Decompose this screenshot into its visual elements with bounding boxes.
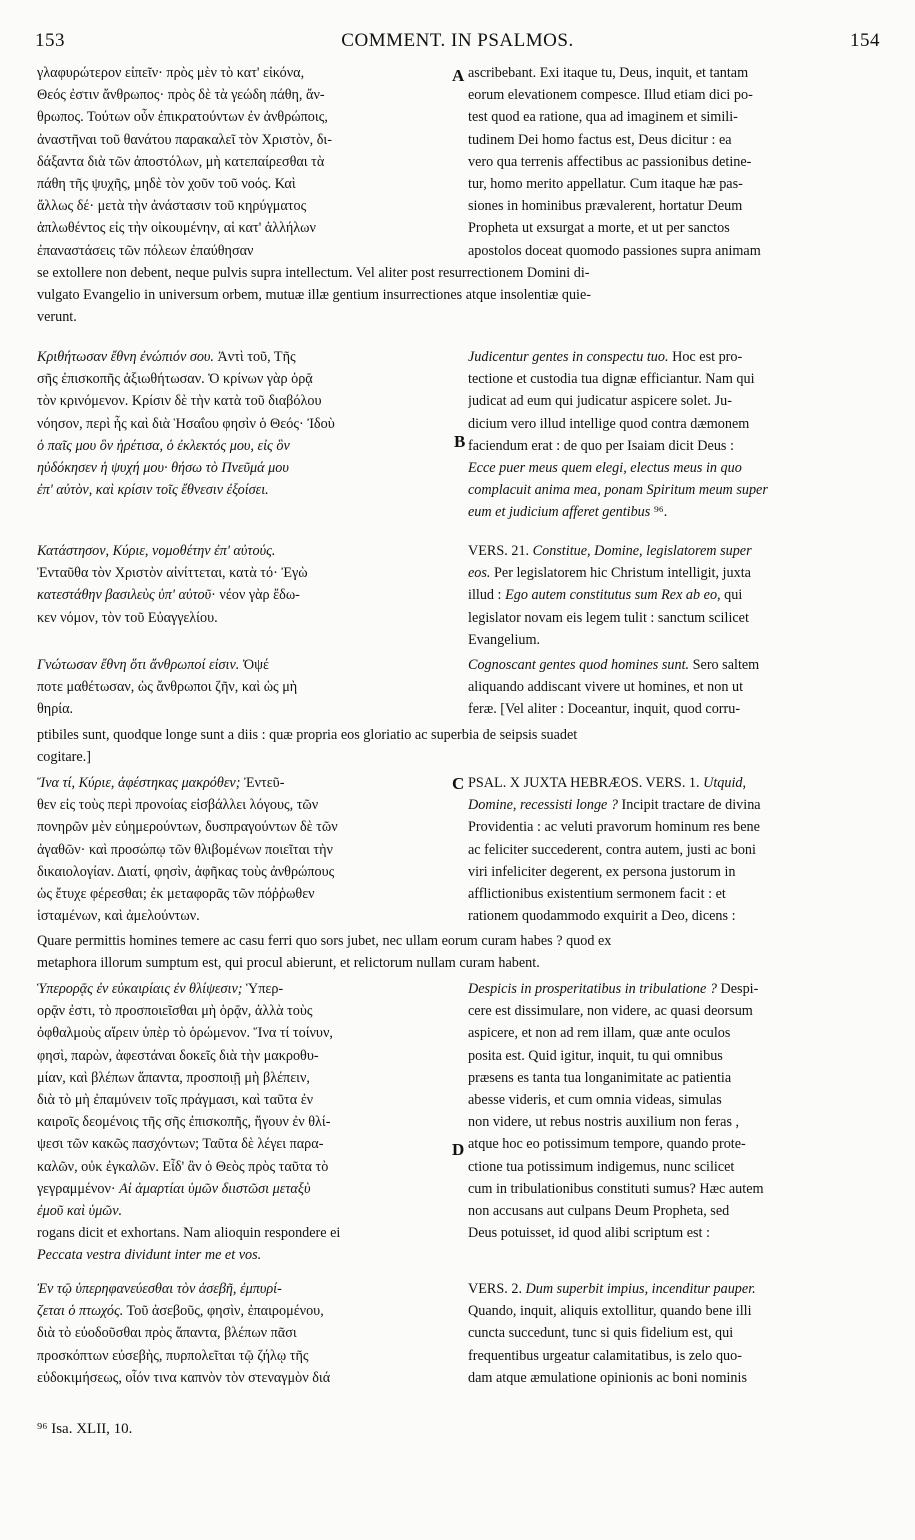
- body-text: κεν νόμον, τὸν τοῦ Εὐαγγελίου.: [37, 609, 218, 626]
- body-text: ἱσταμένων, καὶ ἀμελούντων.: [37, 908, 200, 925]
- italic-text: Ecce puer meus quem elegi, electus meus in quo: [468, 459, 742, 476]
- text-line: [468, 1133, 875, 1155]
- text-line: [468, 1300, 875, 1322]
- body-text: ἁπλωθέντος εἰς τὴν οἰκουμένην, αἱ κατ' ἀλλήλων: [37, 220, 316, 237]
- text-block-full2: [37, 724, 875, 768]
- body-text: rationem quodammodo exquirit a Deo, dicens :: [468, 908, 736, 925]
- text-line: [37, 1156, 453, 1178]
- text-block-full3: [37, 930, 875, 974]
- text-line: [468, 629, 875, 651]
- text-line: [37, 1367, 453, 1389]
- page-number-right: 154: [850, 30, 880, 51]
- body-text: se extollere non debent, neque pulvis supra intellectum. Vel aliter post resurrectionem Domini di-: [37, 265, 590, 281]
- text-line: [468, 106, 875, 128]
- text-line: [37, 1300, 453, 1322]
- text-block-lt8: [468, 1278, 875, 1389]
- body-text: ορᾷν ἐστι, τὸ προσποιεῖσθαι μὴ ὁρᾷν, ἀλλὰ τοὺς: [37, 1003, 313, 1020]
- body-text: cere est dissimulare, non videre, ac quasi deorsum: [468, 1003, 753, 1020]
- text-line: [468, 173, 875, 195]
- body-text: aspicere, et non ad rem illam, quæ ante oculos: [468, 1025, 731, 1042]
- text-block-gk1: [37, 62, 453, 262]
- text-line: [37, 654, 453, 676]
- text-line: [37, 978, 453, 1000]
- body-text: non accusans aut culpans Deum Propheta, sed: [468, 1202, 730, 1219]
- italic-text: Cognoscant gentes quod homines sunt.: [468, 657, 690, 673]
- body-text: aliquando addiscant vivere ut homines, et non ut: [468, 679, 744, 696]
- body-text: rogans dicit et exhortans. Nam alioquin respondere ei: [37, 1225, 341, 1241]
- body-text: non videre, ut rebus nostris auxilium non feras ,: [468, 1114, 740, 1131]
- text-line: [37, 1022, 453, 1044]
- italic-text: Constitue, Domine, legislatorem super: [532, 543, 752, 559]
- text-line: [468, 654, 875, 676]
- text-line: [468, 1000, 875, 1022]
- text-line: [468, 978, 875, 1000]
- body-text: ac feliciter succederent, contra autem, justi ac boni: [468, 841, 756, 858]
- italic-text: Despicis in prosperitatibus in tribulatione ?: [468, 981, 717, 997]
- text-line: [468, 562, 875, 584]
- margin-letter-b: B: [454, 432, 466, 451]
- italic-text: Ego autem constitutus sum Rex ab eo,: [505, 587, 721, 604]
- running-title: COMMENT. IN PSALMOS.: [341, 30, 574, 51]
- text-line: [468, 1156, 875, 1178]
- text-line: [468, 390, 875, 412]
- body-text: eorum elevationem compesce. Illud etiam dici po-: [468, 87, 753, 104]
- body-text: verunt.: [37, 309, 77, 326]
- italic-text: eos.: [468, 565, 491, 582]
- italic-text: eum et judicium afferet gentibus: [468, 504, 651, 521]
- body-text: viri infeliciter degerent, ex persona justorum in: [468, 863, 736, 880]
- italic-text: Utquid,: [703, 775, 747, 791]
- body-text: ⁹⁶.: [650, 504, 668, 521]
- body-text: legislator novam eis legem tulit : sanctum scilicet: [468, 609, 749, 626]
- body-text: dam atque æmulatione opinionis ac boni nominis: [468, 1369, 747, 1386]
- body-text: tur, homo merito appellatur. Cum itaque hæ pas-: [468, 175, 743, 192]
- italic-text: complacuit anima mea, ponam Spiritum meum super: [468, 482, 768, 499]
- text-line: [37, 584, 453, 606]
- body-text: abesse videris, et cum omnia videas, simulas: [468, 1091, 722, 1108]
- body-text: διὰ τὸ μὴ ἐπαμύνειν τοῖς πράγμασι, καὶ ταῦτα ἐν: [37, 1091, 314, 1108]
- text-line: [468, 1367, 875, 1389]
- text-line: [37, 151, 453, 173]
- body-text: ἀγαθῶν· καὶ προσώπῳ τῶν θλιβομένων ποιεῖται τὴν: [37, 841, 333, 858]
- text-line: [37, 952, 875, 974]
- body-text: Ἐνταῦθα τὸν Χριστὸν αἰνίττεται, κατὰ τό· Ἐγὼ: [37, 565, 308, 582]
- body-text: νόησον, περὶ ἧς καὶ διὰ Ἡσαΐου φησὶν ὁ Θεός· Ἰδοὺ: [37, 415, 335, 432]
- body-text: καλῶν, οὐκ ἐγκαλῶν. Εἶδ' ἂν ὁ Θεὸς πρὸς ταῦτα τὸ: [37, 1158, 329, 1175]
- body-text: καιροῖς δεομένοις τῆς σῆς ἐπισκοπῆς, ἤγουν ἐν θλί-: [37, 1114, 331, 1131]
- body-text: Hoc est pro-: [668, 349, 743, 365]
- body-text: ἐπαναστάσεις τῶν πόλεων ἐπαύθησαν: [37, 242, 254, 259]
- text-line: [468, 676, 875, 698]
- text-line: [37, 390, 453, 412]
- text-line: [37, 794, 453, 816]
- body-text: Ἀντὶ τοῦ, Τῆς: [213, 349, 296, 365]
- text-line: [37, 724, 875, 746]
- body-text: ὡς ἔτυχε φέρεσθαι; ἐκ μεταφορᾶς τῶν πόῤῥωθεν: [37, 885, 315, 902]
- body-text: cuncta succedunt, tunc si quis fidelium est, qui: [468, 1325, 734, 1342]
- italic-text: ἐμοῦ καὶ ὑμῶν.: [37, 1202, 123, 1219]
- text-line: [37, 435, 453, 457]
- text-line: [468, 584, 875, 606]
- body-text: πονηρῶν μὲν εὐημερούντων, δυσπραγούντων δὲ τῶν: [37, 819, 338, 836]
- body-text: Ὀψέ: [239, 657, 269, 673]
- italic-text: Γνώτωσαν ἔθνη ὅτι ἄνθρωποί εἰσιν.: [37, 657, 240, 673]
- body-text: Ἐντεῦ-: [240, 775, 285, 791]
- body-text: test quod ea ratione, qua ad imaginem et simili-: [468, 109, 738, 126]
- body-text: θεν εἰς τοὺς περὶ προνοίας εἰσβάλλει λόγους, τῶν: [37, 797, 319, 814]
- text-line: [468, 1178, 875, 1200]
- text-line: [468, 368, 875, 390]
- text-line: [37, 62, 453, 84]
- body-text: tectione et custodia tua dignæ efficiantur. Nam qui: [468, 371, 755, 388]
- body-text: ἀναστῆναι τοῦ θανάτου παρακαλεῖ τὸν Χριστὸν, δι-: [37, 131, 332, 148]
- text-line: [468, 195, 875, 217]
- body-text: PSAL. X JUXTA HEBRÆOS. VERS. 1.: [468, 775, 704, 791]
- running-header: [35, 30, 880, 60]
- body-text: faciendum erat : de quo per Isaiam dicit Deus :: [468, 437, 734, 454]
- text-line: [37, 1222, 453, 1244]
- text-block-lt7: [468, 1222, 875, 1244]
- text-line: [37, 540, 453, 562]
- body-text: vulgato Evangelio in universum orbem, mutuæ illæ gentium insurrectiones atque insolentiæ quie-: [37, 287, 592, 304]
- body-text: tudinem Dei homo factus est, Deus dicitur : ea: [468, 131, 732, 148]
- body-text: θηρία.: [37, 701, 74, 718]
- italic-text: ὁ παῖς μου ὃν ἡρέτισα, ὁ ἐκλεκτός μου, εἰς ὃν: [37, 437, 290, 454]
- body-text: διὰ τὸ εὐοδοῦσθαι πρὸς ἅπαντα, βλέπων πᾶσι: [37, 1325, 297, 1342]
- body-text: φησὶ, παρὼν, ἀφεστάναι δοκεῖς διὰ τὴν μακροθυ-: [37, 1047, 319, 1064]
- text-line: [468, 607, 875, 629]
- body-text: vero qua terrenis affectibus ac passionibus detine-: [468, 153, 752, 170]
- text-line: [468, 883, 875, 905]
- text-line: [468, 1222, 875, 1244]
- body-text: δικαιολογίαν. Διατί, φησὶν, ἀφῆκας τοὺς ἀνθρώπους: [37, 863, 335, 880]
- body-text: præsens es tanta tua longanimitate ac patientia: [468, 1069, 732, 1086]
- body-text: θρωπος. Τούτων οὖν ἐπικρατούντων ἐν ἀνθρώποις,: [37, 109, 328, 126]
- text-line: [37, 1200, 453, 1222]
- text-line: [37, 905, 453, 927]
- text-line: [37, 1045, 453, 1067]
- text-line: [37, 368, 453, 390]
- italic-text: Domine, recessisti longe ?: [468, 797, 618, 814]
- body-text: atque hoc eo potissimum tempore, quando prote-: [468, 1136, 746, 1153]
- text-line: [37, 772, 453, 794]
- body-text: Quare permittis homines temere ac casu ferri quo sors jubet, nec ullam eorum curam habes ? quod ex: [37, 933, 612, 949]
- text-block-gk5: [37, 772, 453, 927]
- text-line: [468, 129, 875, 151]
- text-line: [468, 1322, 875, 1344]
- text-line: [37, 1244, 453, 1266]
- text-line: [37, 1345, 453, 1367]
- text-line: [468, 1111, 875, 1133]
- italic-text: Κατάστησον, Κύριε, νομοθέτην ἐπ' αὐτούς.: [37, 543, 276, 559]
- body-text: Τοῦ ἀσεβοῦς, φησὶν, ἐπαιρομένου,: [123, 1303, 324, 1320]
- text-line: [37, 173, 453, 195]
- body-text: ἄλλως δέ· μετὰ τὴν ἀνάστασιν τοῦ κηρύγματος: [37, 198, 307, 215]
- italic-text: Κριθήτωσαν ἔθνη ἐνώπιόν σου.: [37, 349, 214, 365]
- body-text: siones in hominibus prævalerent, hortatur Deum: [468, 198, 743, 215]
- body-text: qui: [720, 587, 743, 604]
- text-block-lt5: [468, 772, 875, 927]
- text-line: [37, 1322, 453, 1344]
- text-line: [468, 84, 875, 106]
- text-line: [37, 457, 453, 479]
- text-line: [37, 1278, 453, 1300]
- body-text: frequentibus urgeatur calamitatibus, is zelo quo-: [468, 1347, 742, 1364]
- text-line: [37, 816, 453, 838]
- text-line: [468, 346, 875, 368]
- text-line: [468, 501, 875, 523]
- body-text: VERS. 21.: [468, 543, 533, 559]
- body-text: ὀφθαλμοὺς αἴρειν ὑπὲρ τὸ ὁρώμενον. Ἵνα τί τοίνυν,: [37, 1025, 333, 1042]
- text-line: [37, 1111, 453, 1133]
- text-line: [468, 861, 875, 883]
- italic-text: Ἐν τῷ ὑπερηφανεύεσθαι τὸν ἀσεβῆ, ἐμπυρί-: [37, 1281, 282, 1297]
- text-line: [468, 772, 875, 794]
- text-line: [468, 1089, 875, 1111]
- text-line: [37, 1067, 453, 1089]
- text-line: [468, 540, 875, 562]
- body-text: Evangelium.: [468, 631, 541, 648]
- body-text: feræ. [Vel aliter : Doceantur, inquit, quod corru-: [468, 701, 741, 718]
- text-line: [37, 84, 453, 106]
- text-block-gk7: [37, 1222, 453, 1266]
- body-text: τὸν κρινόμενον. Κρίσιν δὲ τὴν κατὰ τοῦ διαβόλου: [37, 393, 322, 410]
- text-line: [468, 1022, 875, 1044]
- body-text: εὐδοκιμήσεως, οἷόν τινα καπνὸν τὸν στεναγμὸν διά: [37, 1369, 331, 1386]
- italic-text: ηὐδόκησεν ἡ ψυχή μου· θήσω τὸ Πνεῦμά μου: [37, 459, 289, 476]
- text-line: [37, 861, 453, 883]
- italic-text: Ἵνα τί, Κύριε, ἀφέστηκας μακρόθεν;: [37, 775, 241, 791]
- text-line: [468, 1045, 875, 1067]
- body-text: afflictionibus existentium sermonem facit : et: [468, 885, 726, 902]
- text-block-gk8: [37, 1278, 453, 1389]
- margin-letter-d: D: [452, 1140, 465, 1159]
- text-line: [37, 479, 453, 501]
- body-text: judicat ad eum qui judicatur aspicere solet. Ju-: [468, 393, 732, 410]
- italic-text: Αἱ ἁμαρτίαι ὑμῶν διιστῶσι μεταξὺ: [119, 1180, 311, 1197]
- body-text: apostolos doceat quomodo passiones supra animam: [468, 242, 761, 259]
- body-text: προσκόπτων εὐσεβὴς, πυρπολεῖται τῷ ζήλῳ τῆς: [37, 1347, 309, 1364]
- body-text: cum in tribulationibus constituti sumus? Hæc autem: [468, 1180, 764, 1197]
- text-line: [37, 195, 453, 217]
- text-line: [468, 435, 875, 457]
- text-line: [37, 698, 453, 720]
- text-block-lt2: [468, 346, 875, 524]
- text-line: [468, 839, 875, 861]
- body-text: Deus potuisset, id quod alibi scriptum est :: [468, 1225, 710, 1241]
- text-line: [37, 746, 875, 768]
- text-line: [37, 1000, 453, 1022]
- text-line: [468, 217, 875, 239]
- body-text: Ὑπερ-: [242, 981, 284, 997]
- body-text: Θεός ἐστιν ἄνθρωπος· πρὸς δὲ τὰ γεώδη πάθη, ἄν-: [37, 87, 325, 104]
- text-line: [468, 1278, 875, 1300]
- text-block-lt4: [468, 654, 875, 721]
- body-text: μίαν, καὶ βλέπων ἅπαντα, προσποιῇ μὴ βλέπειν,: [37, 1069, 310, 1086]
- page-number-left: 153: [35, 30, 65, 51]
- footnote: ⁹⁶ Isa. XLII, 10.: [37, 1421, 133, 1437]
- body-text: ποτε μαθέτωσαν, ὡς ἄνθρωποι ζῆν, καὶ ὡς μὴ: [37, 679, 298, 696]
- italic-text: ζεται ὁ πτωχός.: [37, 1303, 124, 1320]
- text-block-gk3: [37, 540, 453, 629]
- text-line: [37, 930, 875, 952]
- text-line: [468, 1345, 875, 1367]
- text-line: [37, 676, 453, 698]
- body-text: Quando, inquit, aliquis extollitur, quando bene illi: [468, 1303, 752, 1320]
- text-line: [468, 1067, 875, 1089]
- body-text: γεγραμμένον·: [37, 1180, 120, 1197]
- text-line: [468, 698, 875, 720]
- text-line: [468, 413, 875, 435]
- text-line: [468, 62, 875, 84]
- text-line: [37, 129, 453, 151]
- text-block-full1: [37, 262, 875, 329]
- text-line: [37, 413, 453, 435]
- text-line: [37, 306, 875, 328]
- italic-text: ἐπ' αὐτὸν, καὶ κρίσιν τοῖς ἔθνεσιν ἐξοίσει.: [37, 482, 269, 499]
- body-text: ptibiles sunt, quodque longe sunt a diis : quæ propria eos gloriatio ac superbia de seipsis suadet: [37, 727, 578, 743]
- body-text: ψεσι τῶν κακῶς πασχόντων; Ταῦτα δὲ λέγει παρα-: [37, 1136, 324, 1153]
- body-text: γλαφυρώτερον εἰπεῖν· πρὸς μὲν τὸ κατ' εἰκόνα,: [37, 65, 305, 81]
- body-text: Per legislatorem hic Christum intelligit, juxta: [490, 565, 751, 582]
- body-text: Sero saltem: [689, 657, 760, 673]
- text-line: [37, 1089, 453, 1111]
- body-text: σῆς ἐπισκοπῆς ἀξιωθήτωσαν. Ὁ κρίνων γὰρ ὁρᾷ: [37, 371, 313, 388]
- text-line: [468, 905, 875, 927]
- body-text: Despi-: [716, 981, 759, 997]
- text-line: [37, 346, 453, 368]
- text-line: [468, 457, 875, 479]
- body-text: ascribebant. Exi itaque tu, Deus, inquit, et tantam: [468, 65, 749, 81]
- text-line: [37, 883, 453, 905]
- text-block-gk4: [37, 654, 453, 721]
- text-line: [468, 151, 875, 173]
- text-line: [468, 479, 875, 501]
- margin-letter-a: A: [452, 66, 465, 85]
- body-text: · νέον γὰρ ἔδω-: [211, 587, 300, 604]
- margin-letter-c: C: [452, 774, 465, 793]
- text-line: [37, 1133, 453, 1155]
- text-line: [37, 262, 875, 284]
- body-text: ctione tua potissimum indigemus, nunc scilicet: [468, 1158, 735, 1175]
- text-line: [37, 240, 453, 262]
- text-line: [37, 217, 453, 239]
- italic-text: κατεστάθην βασιλεὺς ὑπ' αὐτοῦ: [37, 587, 212, 604]
- body-text: Providentia : ac veluti pravorum hominum res bene: [468, 819, 760, 836]
- text-line: [37, 284, 875, 306]
- text-line: [468, 794, 875, 816]
- text-line: [37, 562, 453, 584]
- text-block-lt1: [468, 62, 875, 262]
- body-text: metaphora illorum sumptum est, qui procul abierunt, et relictorum nullam curam habent.: [37, 955, 540, 972]
- body-text: VERS. 2.: [468, 1281, 526, 1297]
- text-line: [468, 240, 875, 262]
- body-text: δάξαντα διὰ τῶν ἀποστόλων, μὴ κατεπαίρεσθαι τὰ: [37, 153, 325, 170]
- italic-text: Ὑπερορᾷς ἐν εὐκαιρίαις ἐν θλίψεσιν;: [37, 981, 243, 997]
- body-text: posita est. Quid igitur, inquit, tu qui omnibus: [468, 1047, 723, 1064]
- text-line: [37, 839, 453, 861]
- text-line: [37, 106, 453, 128]
- body-text: cogitare.]: [37, 749, 91, 766]
- italic-text: Peccata vestra dividunt inter me et vos.: [37, 1247, 262, 1264]
- italic-text: Judicentur gentes in conspectu tuo.: [468, 349, 669, 365]
- body-text: Propheta ut exsurgat a morte, et ut per sanctos: [468, 220, 730, 237]
- body-text: dicium vero illud intellige quod contra dæmonem: [468, 415, 750, 432]
- text-block-lt3: [468, 540, 875, 651]
- text-block-gk6: [37, 978, 453, 1222]
- text-line: [468, 816, 875, 838]
- text-block-lt6: [468, 978, 875, 1222]
- text-line: [37, 1178, 453, 1200]
- body-text: Incipit tractare de divina: [618, 797, 761, 814]
- body-text: πάθη τῆς ψυχῆς, μηδὲ τὸν χοῦν τοῦ νοός. Καὶ: [37, 175, 296, 192]
- text-line: [37, 607, 453, 629]
- italic-text: Dum superbit impius, incenditur pauper.: [525, 1281, 756, 1297]
- text-line: [468, 1200, 875, 1222]
- body-text: illud :: [468, 587, 506, 604]
- text-block-gk2: [37, 346, 453, 501]
